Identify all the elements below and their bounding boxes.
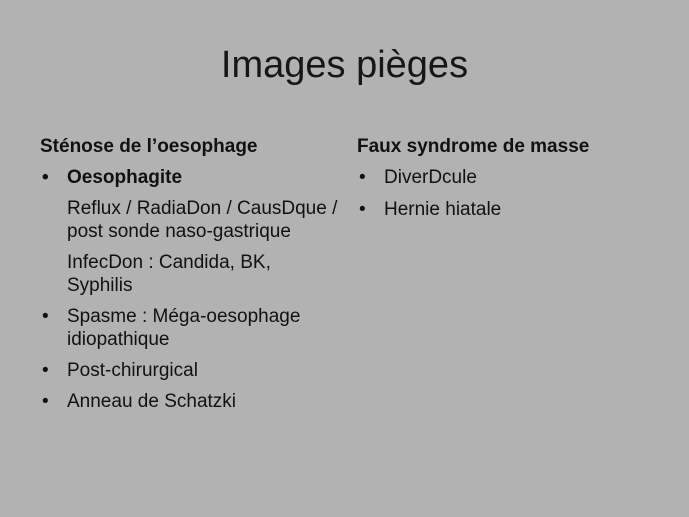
bullet-label: Post-chirurgical: [67, 360, 198, 381]
list-item: [40, 359, 340, 382]
list-item: [40, 390, 340, 413]
sub-item: InfecDon : Candida, BK, Syphilis: [67, 252, 271, 296]
list-item: [357, 198, 657, 222]
right-bullet-list: [357, 166, 657, 222]
sub-item: Reflux / RadiaDon / CausDque / post sonde naso-gastrique: [67, 198, 338, 242]
right-column: [357, 132, 657, 230]
bullet-label: Hernie hiatale: [384, 199, 502, 220]
list-item: [357, 166, 657, 190]
list-item: [40, 166, 340, 189]
bullet-label: Oesophagite: [67, 167, 183, 188]
left-column-heading: Sténose de l’oesophage: [40, 136, 258, 157]
left-bullet-list: [40, 166, 340, 413]
list-item: [40, 305, 340, 351]
right-column-heading: Faux syndrome de masse: [357, 136, 590, 157]
bullet-label: Spasme : Méga-oesophage idiopathique: [67, 306, 301, 350]
left-column: [40, 132, 340, 421]
slide-title: Images pièges: [220, 44, 469, 86]
bullet-label: Anneau de Schatzki: [67, 391, 237, 412]
bullet-label: DiverDcule: [384, 167, 477, 188]
